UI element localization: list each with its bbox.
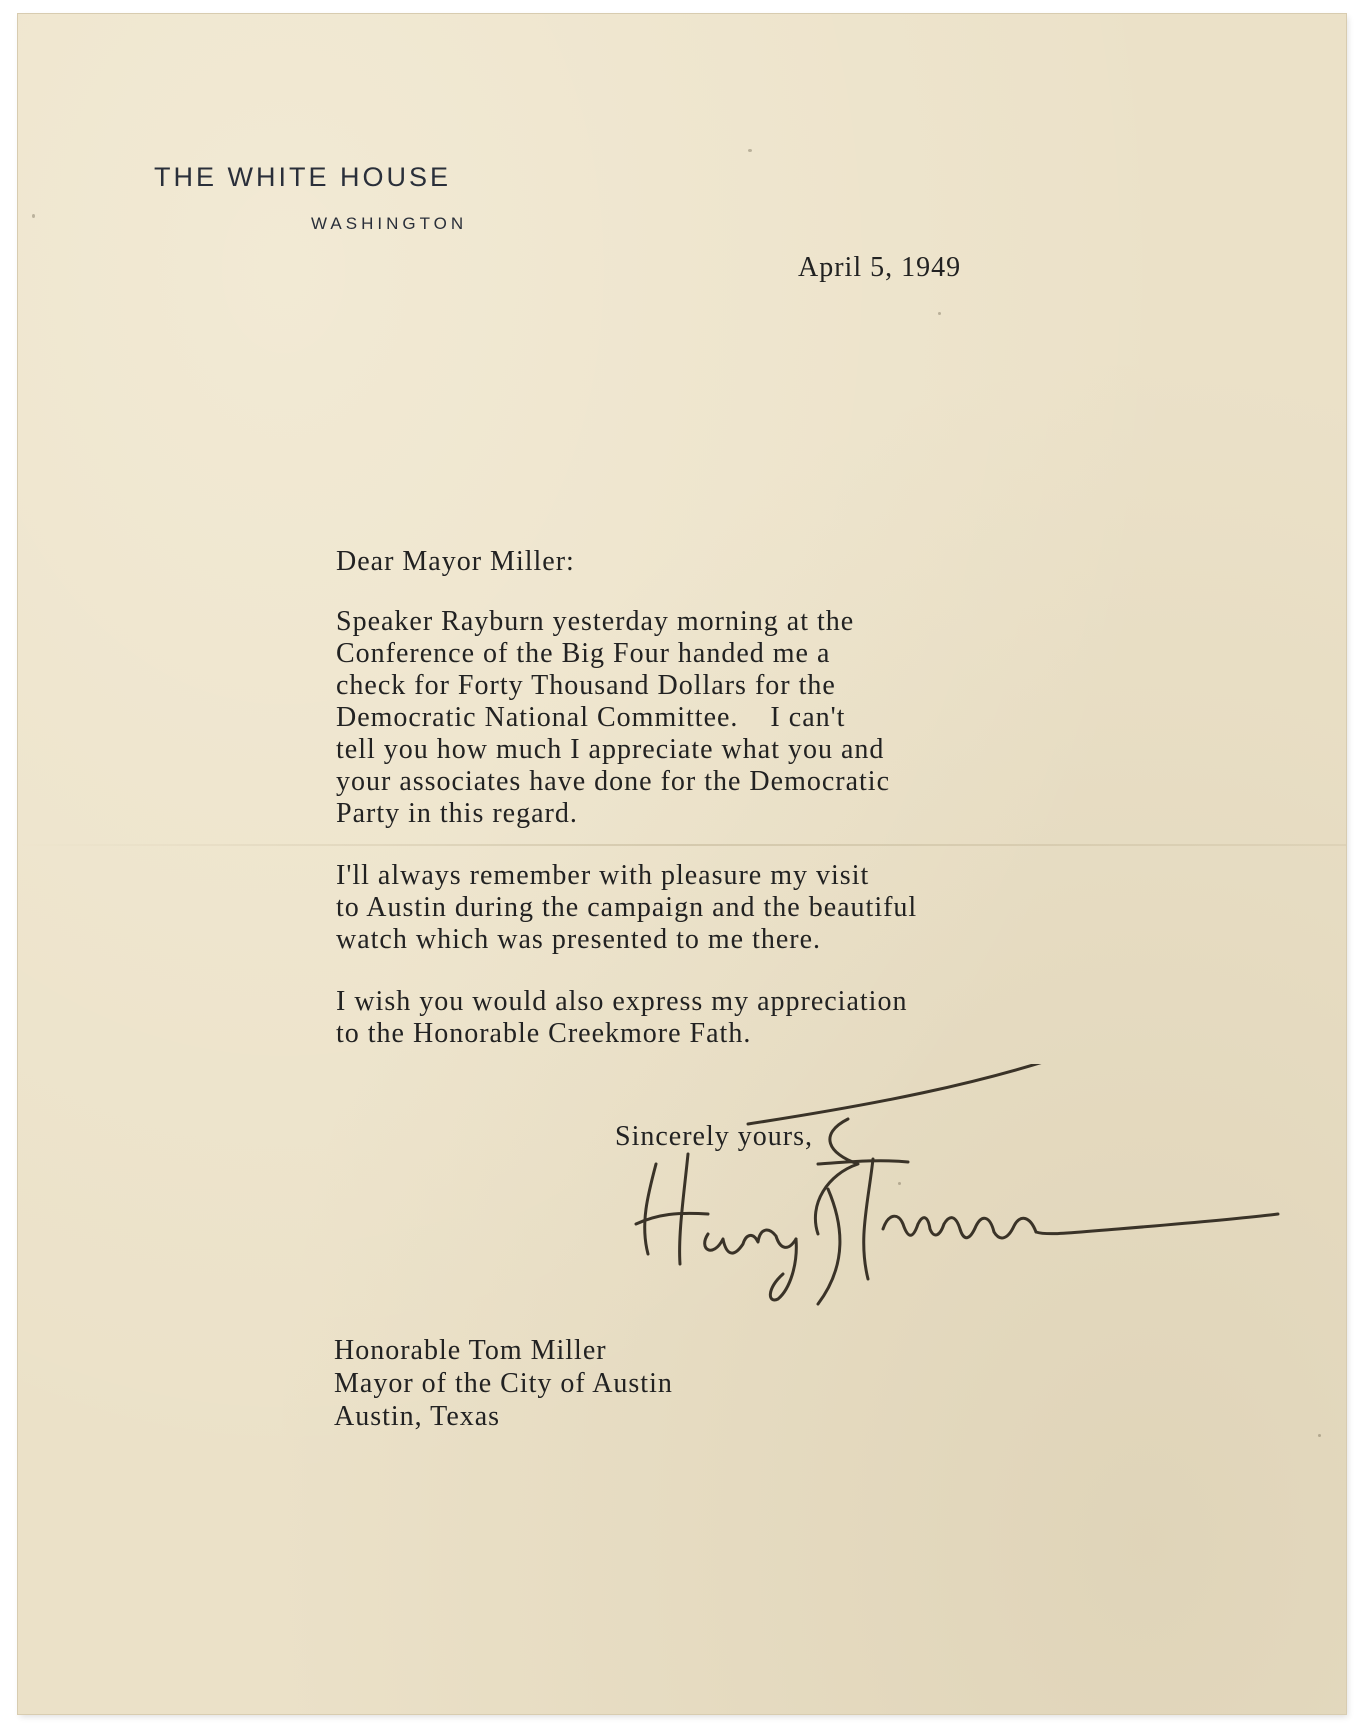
body-line: I wish you would also express my appreciation (336, 986, 908, 1017)
paragraph (336, 606, 1156, 830)
body-line: check for Forty Thousand Dollars for the (336, 670, 836, 701)
paper-speck (32, 214, 35, 218)
recipient-title: Mayor of the City of Austin (334, 1368, 673, 1399)
paper-speck (748, 149, 752, 152)
letterhead-title: THE WHITE HOUSE (154, 162, 452, 192)
paragraph (336, 986, 1156, 1050)
letterhead-location: WASHINGTON (311, 214, 468, 233)
letter-body (336, 606, 1156, 1080)
letter-date: April 5, 1949 (798, 252, 962, 283)
paragraph (336, 860, 1156, 956)
body-line: tell you how much I appreciate what you and (336, 734, 885, 765)
body-line: to Austin during the campaign and the beautiful (336, 892, 918, 923)
letter-page (18, 14, 1346, 1714)
recipient-address: Austin, Texas (334, 1401, 501, 1432)
body-line: Speaker Rayburn yesterday morning at the (336, 606, 855, 637)
paper-speck (1318, 1434, 1321, 1437)
body-line: watch which was presented to me there. (336, 924, 822, 955)
signature-image (618, 1064, 1298, 1324)
body-line: to the Honorable Creekmore Fath. (336, 1018, 752, 1049)
recipient-name: Honorable Tom Miller (334, 1335, 607, 1366)
body-line: Party in this regard. (336, 798, 578, 829)
body-line: your associates have done for the Democratic (336, 766, 891, 797)
body-line: Democratic National Committee. I can't (336, 702, 846, 733)
salutation: Dear Mayor Miller: (336, 546, 575, 577)
closing: Sincerely yours, (615, 1121, 813, 1152)
recipient-block (334, 1334, 673, 1433)
body-line: I'll always remember with pleasure my visit (336, 860, 870, 891)
paper-speck (938, 312, 941, 315)
body-line: Conference of the Big Four handed me a (336, 638, 831, 669)
paper-speck (898, 1182, 901, 1185)
